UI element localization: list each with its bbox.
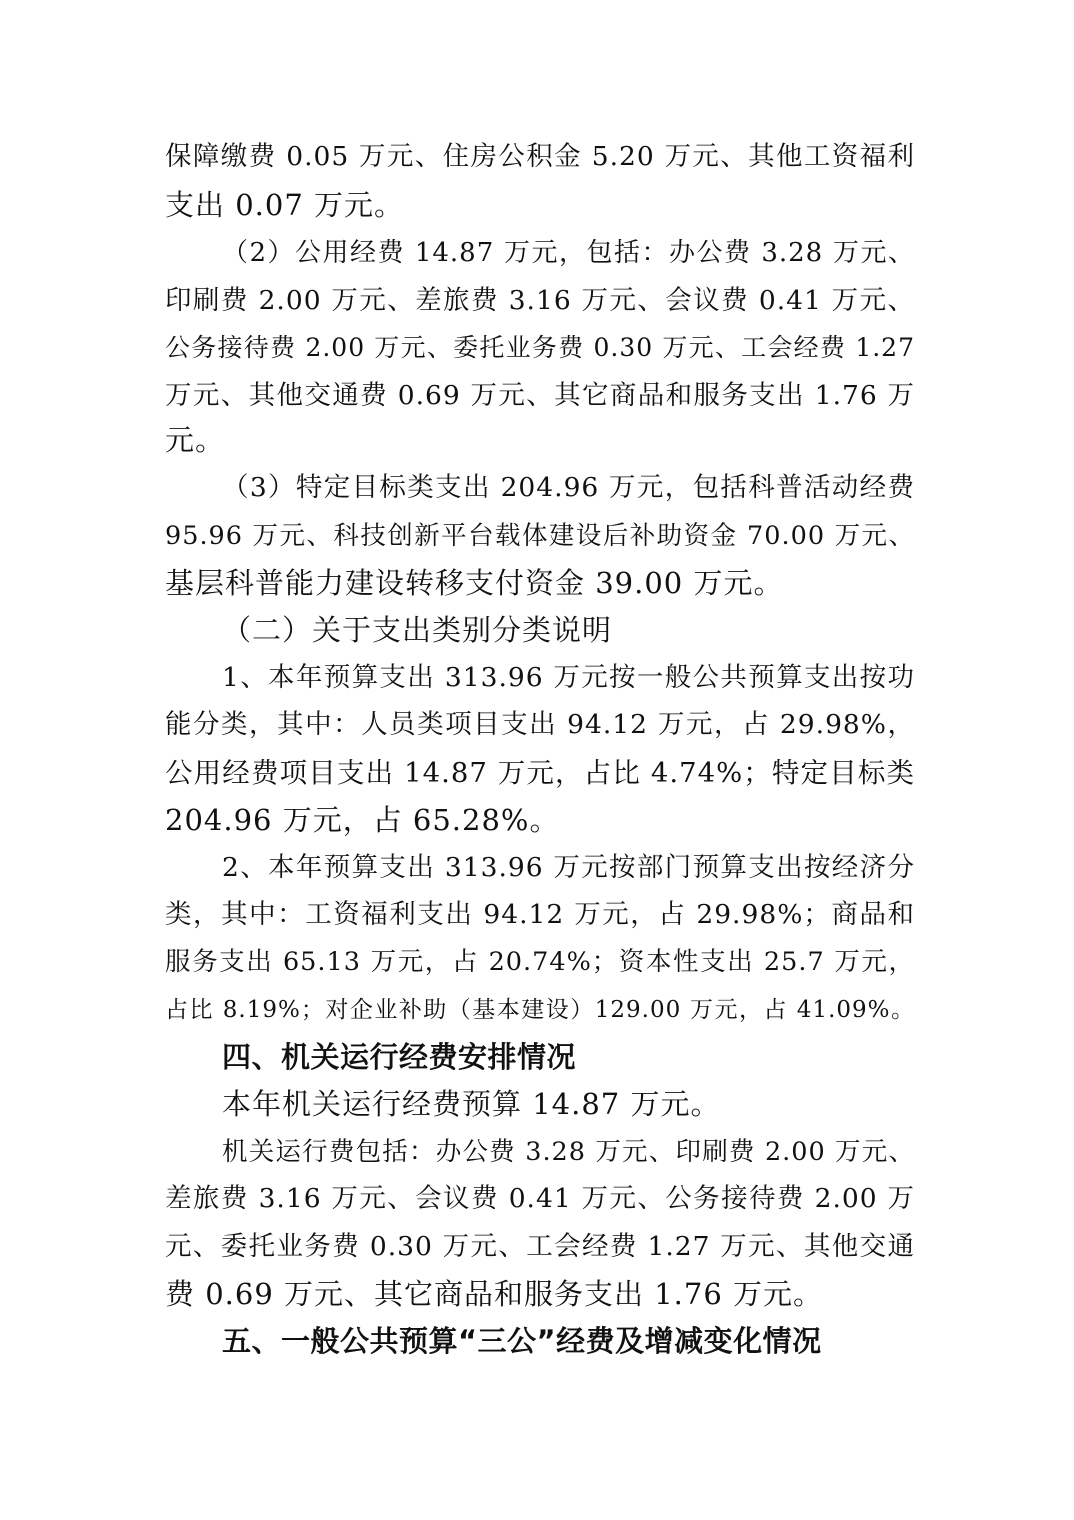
- text-line: 95.96 万元、科技创新平台载体建设后补助资金 70.00 万元、: [165, 521, 915, 551]
- text-line: 费 0.69 万元、其它商品和服务支出 1.76 万元。: [165, 1277, 824, 1311]
- text-line: 占比 8.19%；对企业补助（基本建设）129.00 万元，占 41.09%。: [165, 997, 915, 1023]
- text-line: 204.96 万元，占 65.28%。: [165, 803, 560, 837]
- text-line: 差旅费 3.16 万元、会议费 0.41 万元、公务接待费 2.00 万: [165, 1183, 915, 1214]
- text-line: 2、本年预算支出 313.96 万元按部门预算支出按经济分: [222, 852, 915, 883]
- text-line: 支出 0.07 万元。: [165, 188, 405, 222]
- text-line: 基层科普能力建设转移支付资金 39.00 万元。: [165, 566, 784, 600]
- text-line: 元。: [165, 423, 226, 457]
- text-line: 服务支出 65.13 万元，占 20.74%；资本性支出 25.7 万元，: [165, 947, 915, 977]
- text-line: 万元、其他交通费 0.69 万元、其它商品和服务支出 1.76 万: [165, 380, 915, 411]
- text-line: 1、本年预算支出 313.96 万元按一般公共预算支出按功: [222, 662, 915, 693]
- section-subheading: （二）关于支出类别分类说明: [222, 613, 613, 647]
- text-line: 本年机关运行经费预算 14.87 万元。: [222, 1087, 721, 1121]
- text-line: （2）公用经费 14.87 万元，包括：办公费 3.28 万元、: [222, 238, 915, 268]
- section-heading: 四、机关运行经费安排情况: [222, 1040, 577, 1074]
- text-line: 类，其中：工资福利支出 94.12 万元，占 29.98%；商品和: [165, 899, 915, 930]
- section-heading: 五、一般公共预算“三公”经费及增减变化情况: [222, 1324, 822, 1358]
- text-line: 公务接待费 2.00 万元、委托业务费 0.30 万元、工会经费 1.27: [165, 333, 915, 362]
- text-line: 机关运行费包括：办公费 3.28 万元、印刷费 2.00 万元、: [222, 1137, 915, 1167]
- text-line: （3）特定目标类支出 204.96 万元，包括科普活动经费: [222, 472, 915, 503]
- text-line: 公用经费项目支出 14.87 万元，占比 4.74%；特定目标类: [165, 757, 915, 789]
- text-line: 保障缴费 0.05 万元、住房公积金 5.20 万元、其他工资福利: [165, 141, 915, 172]
- text-line: 元、委托业务费 0.30 万元、工会经费 1.27 万元、其他交通: [165, 1231, 915, 1262]
- text-line: 能分类，其中：人员类项目支出 94.12 万元，占 29.98%，: [165, 709, 915, 740]
- text-line: 印刷费 2.00 万元、差旅费 3.16 万元、会议费 0.41 万元、: [165, 285, 915, 316]
